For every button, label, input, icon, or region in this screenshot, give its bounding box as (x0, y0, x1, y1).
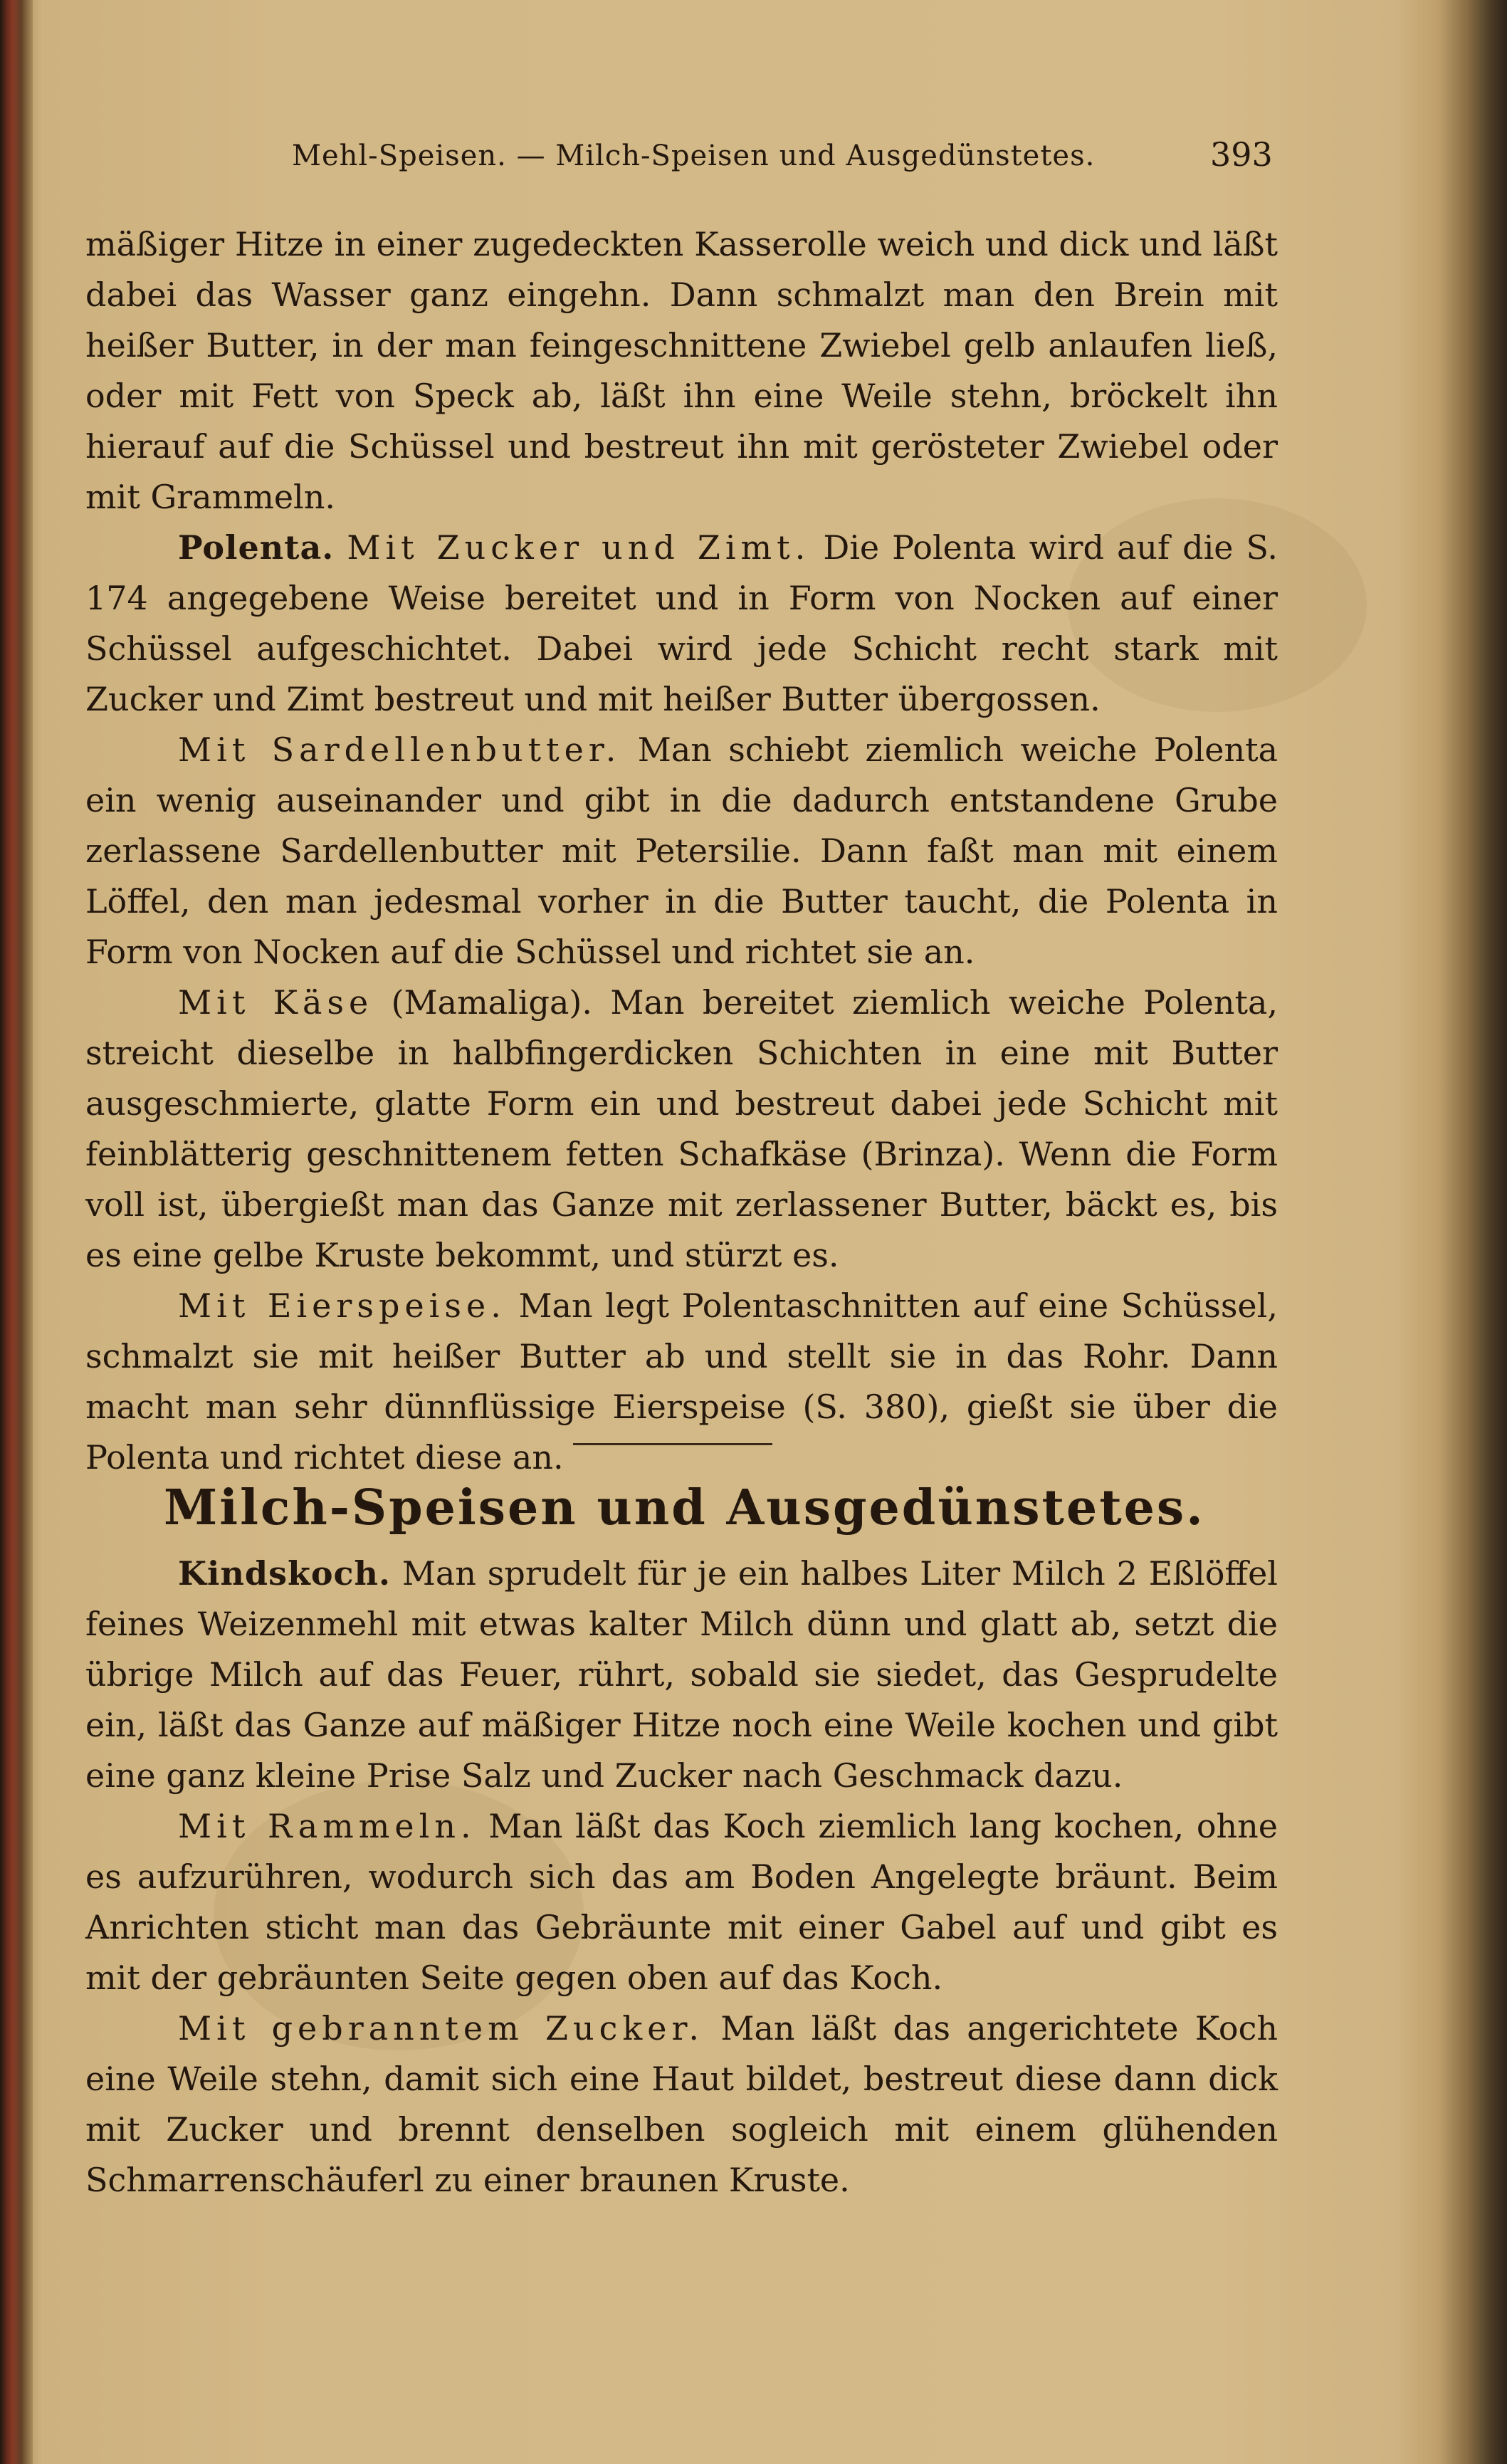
section-title: Milch-Speisen und Ausgedünstetes. (164, 1479, 1205, 1536)
zucker-text: Man läßt das angerichtete Koch eine Weile stehn, damit sich eine Haut bildet, bestreut diese dann dick mit Zucker und brennt denselben sogleich mit einem glühenden Schmarrenschäuferl zu einer braunen Kruste. (85, 2009, 1278, 2199)
polenta-paragraph (85, 523, 1278, 725)
zucker-subheading: Mit gebranntem Zucker. (178, 2009, 705, 2048)
zucker-paragraph (85, 2003, 1278, 2206)
polenta-heading: Polenta. (178, 528, 335, 567)
top-text-block (85, 219, 1278, 1483)
running-header: Mehl-Speisen. — Milch-Speisen und Ausgedünstetes. (292, 140, 1096, 172)
kaese-paragraph (85, 977, 1278, 1281)
kaese-paren: (Mamaliga). (391, 983, 592, 1022)
kaese-subheading: Mit Käse (178, 983, 374, 1022)
sardellen-text: Man schiebt ziemlich weiche Polenta ein wenig auseinander und gibt in die dadurch entstandene Grube zerlassene Sardellenbutter mit Petersilie. Dann faßt man mit einem Löffel, den man jedesmal vorher in die Butter taucht, die Polenta in Form von Nocken auf die Schüssel und richtet sie an. (85, 730, 1278, 971)
book-spine-edge (0, 0, 33, 2464)
eier-text: Man legt Polentaschnitten auf eine Schüssel, schmalzt sie mit heißer Butter ab und stellt sie in das Rohr. Dann macht man sehr dünnflüssige Eierspeise (S. 380), gießt sie über die Polenta und richtet diese an. (85, 1286, 1278, 1477)
eier-paragraph (85, 1281, 1278, 1483)
kindskoch-paragraph (85, 1548, 1278, 1801)
eier-subheading: Mit Eierspeise. (178, 1286, 506, 1325)
kindskoch-heading: Kindskoch. (178, 1554, 391, 1593)
kindskoch-text: Man sprudelt für je ein halbes Liter Milch 2 Eßlöffel feines Weizenmehl mit etwas kalter Milch dünn und glatt ab, setzt die übrige Milch auf das Feuer, rührt, sobald sie siedet, das Gesprudelte ein, läßt das Ganze auf mäßiger Hitze noch eine Weile kochen und gibt eine ganz kleine Prise Salz und Zucker nach Geschmack dazu. (85, 1554, 1278, 1795)
rammeln-subheading: Mit Rammeln. (178, 1807, 476, 1845)
lead-paragraph: mäßiger Hitze in einer zugedeckten Kasserolle weich und dick und läßt dabei das Wasser ganz eingehn. Dann schmalzt man den Brein mit heißer Butter, in der man feingeschnittene Zwiebel gelb anlaufen ließ, oder mit Fett von Speck ab, läßt ihn eine Weile stehn, bröckelt ihn hierauf auf die Schüssel und bestreut ihn mit gerösteter Zwiebel oder mit Grammeln. (85, 225, 1278, 516)
section-divider (573, 1443, 772, 1445)
sardellen-paragraph (85, 725, 1278, 977)
page-number: 393 (1210, 135, 1273, 174)
rammeln-paragraph (85, 1801, 1278, 2003)
kaese-text: Man bereitet ziemlich weiche Polenta, streicht dieselbe in halbfingerdicken Schichten in eine mit Butter ausgeschmierte, glatte Form ein und bestreut dabei jede Schicht mit feinblätterig geschnittenem fetten Schafkäse (Brinza). Wenn die Form voll ist, übergießt man das Ganze mit zerlassener Butter, bäckt es, bis es eine gelbe Kruste bekommt, und stürzt es. (85, 983, 1278, 1274)
rammeln-text: Man läßt das Koch ziemlich lang kochen, ohne es aufzurühren, wodurch sich das am Boden Angelegte bräunt. Beim Anrichten sticht man das Gebräunte mit einer Gabel auf und gibt es mit der gebräunten Seite gegen oben auf das Koch. (85, 1807, 1278, 1997)
polenta-subheading: Mit Zucker und Zimt. (347, 528, 811, 567)
sardellen-subheading: Mit Sardellenbutter. (178, 730, 621, 769)
section-text-block (85, 1548, 1278, 2206)
polenta-text: Die Polenta wird auf die S. 174 angegebene Weise bereitet und in Form von Nocken auf einer Schüssel aufgeschichtet. Dabei wird jede Schicht recht stark mit Zucker und Zimt bestreut und mit heißer Butter übergossen. (85, 528, 1278, 718)
